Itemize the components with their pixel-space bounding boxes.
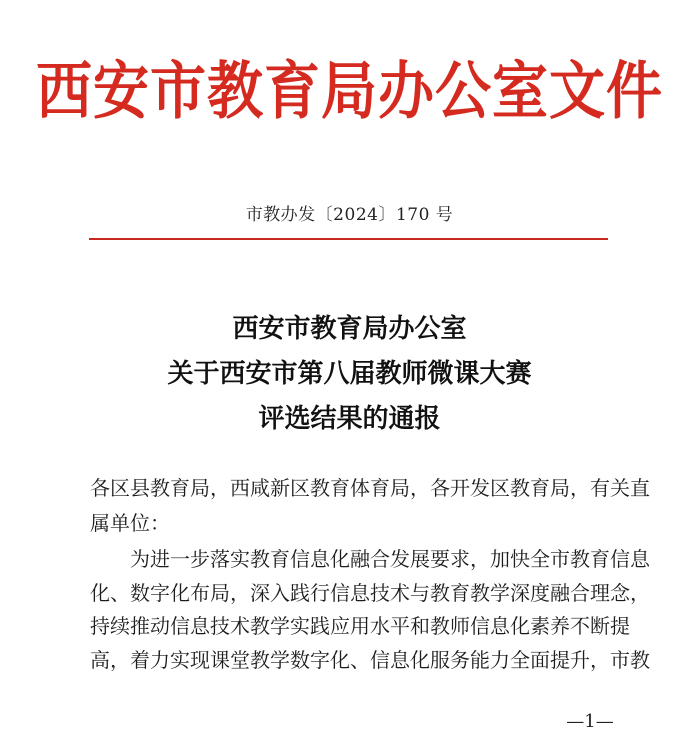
paragraph-line-4: 高，着力实现课堂教学数字化、信息化服务能力全面提升，市教 [90, 648, 650, 672]
title-line-1: 西安市教育局办公室 [232, 314, 467, 344]
red-divider-rule [89, 238, 608, 240]
paragraph-line-1: 为进一步落实教育信息化融合发展要求，加快全市教育信息 [130, 547, 650, 571]
page-number: —1— [566, 711, 614, 732]
masthead-title: 西安市教育局办公室文件 [36, 54, 663, 129]
recipients-line-2: 属单位： [90, 511, 170, 535]
document-number: 市教办发〔2024〕170 号 [245, 205, 454, 225]
title-line-2: 关于西安市第八届教师微课大赛 [167, 359, 532, 389]
paragraph-line-3: 持续推动信息技术教学实践应用水平和教师信息化素养不断提 [90, 614, 630, 638]
title-line-3: 评选结果的通报 [258, 404, 441, 434]
recipients-line-1: 各区县教育局，西咸新区教育体育局，各开发区教育局，有关直 [90, 476, 650, 500]
paragraph-line-2: 化、数字化布局，深入践行信息技术与教育教学深度融合理念， [90, 581, 650, 605]
